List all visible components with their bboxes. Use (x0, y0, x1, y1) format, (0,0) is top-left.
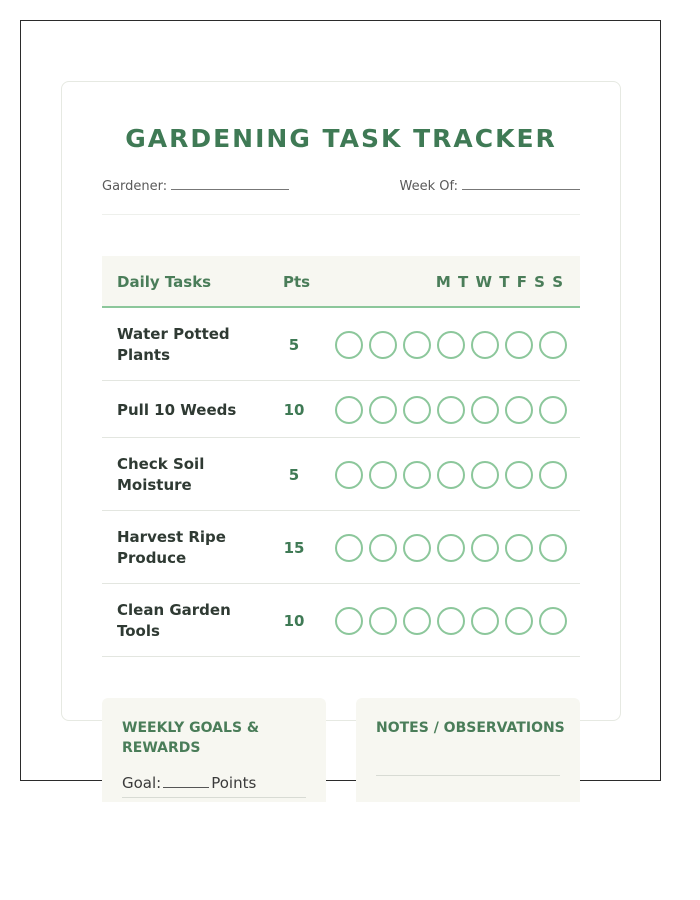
day-check-circle[interactable] (369, 331, 397, 359)
day-check-circle[interactable] (539, 461, 567, 489)
day-check-circle[interactable] (369, 461, 397, 489)
day-check-circle[interactable] (403, 607, 431, 635)
day-check-circle[interactable] (437, 607, 465, 635)
day-check-circle[interactable] (369, 534, 397, 562)
header-points: Pts (283, 273, 311, 291)
goal-blank-field[interactable] (163, 774, 209, 788)
day-check-circle[interactable] (335, 534, 363, 562)
table-header (102, 256, 580, 308)
day-check-circle[interactable] (437, 534, 465, 562)
day-check-circle[interactable] (471, 534, 499, 562)
header-divider (102, 214, 580, 215)
task-points: 5 (288, 466, 300, 484)
day-check-circle[interactable] (505, 607, 533, 635)
task-name: Harvest Ripe Produce (117, 528, 226, 567)
day-check-circle[interactable] (403, 331, 431, 359)
day-check-circle[interactable] (369, 607, 397, 635)
goal-suffix: Points (211, 774, 257, 792)
day-check-circle[interactable] (403, 461, 431, 489)
gardener-field (102, 177, 289, 194)
notes-title: NOTES / OBSERVATIONS (376, 720, 565, 736)
table-row (102, 511, 580, 584)
header-daily-tasks: Daily Tasks (117, 273, 212, 291)
table-row (102, 584, 580, 657)
task-name: Clean Garden Tools (117, 601, 231, 640)
day-check-circle[interactable] (437, 396, 465, 424)
day-check-circle[interactable] (335, 461, 363, 489)
day-check-circle[interactable] (505, 396, 533, 424)
gardener-blank-line[interactable] (171, 177, 289, 190)
day-check-circle[interactable] (539, 396, 567, 424)
goal-points-line (122, 774, 306, 798)
day-check-circle[interactable] (437, 331, 465, 359)
day-check-circle[interactable] (539, 534, 567, 562)
task-points: 10 (283, 401, 305, 419)
gardener-label: Gardener: (102, 179, 168, 194)
task-points: 5 (288, 336, 300, 354)
day-check-circle[interactable] (471, 396, 499, 424)
task-name: Water Potted Plants (117, 325, 230, 364)
task-name: Pull 10 Weeds (117, 401, 237, 419)
task-points: 10 (283, 612, 305, 630)
day-check-circle[interactable] (505, 461, 533, 489)
table-row (102, 438, 580, 511)
day-check-circle[interactable] (335, 331, 363, 359)
day-check-circle[interactable] (505, 534, 533, 562)
day-check-circle[interactable] (335, 607, 363, 635)
notes-writing-line[interactable] (376, 775, 560, 776)
table-row (102, 308, 580, 381)
week-of-field (400, 177, 580, 194)
table-row (102, 381, 580, 438)
day-check-circle[interactable] (369, 396, 397, 424)
day-check-circle[interactable] (539, 331, 567, 359)
task-points: 15 (283, 539, 305, 557)
header-info-row (102, 177, 580, 197)
weekly-goals-panel (102, 698, 326, 802)
notes-panel (356, 698, 580, 802)
day-check-circle[interactable] (471, 607, 499, 635)
day-check-circle[interactable] (437, 461, 465, 489)
day-check-circle[interactable] (335, 396, 363, 424)
day-check-circle[interactable] (471, 331, 499, 359)
week-of-label: Week Of: (399, 179, 458, 194)
day-check-circle[interactable] (471, 461, 499, 489)
day-check-circle[interactable] (505, 331, 533, 359)
page-title: GARDENING TASK TRACKER (125, 124, 557, 153)
week-of-blank-line[interactable] (462, 177, 580, 190)
task-table (102, 256, 580, 657)
day-check-circle[interactable] (403, 534, 431, 562)
day-check-circle[interactable] (539, 607, 567, 635)
task-name: Check Soil Moisture (117, 455, 205, 494)
day-check-circle[interactable] (403, 396, 431, 424)
goal-prefix: Goal: (122, 774, 162, 792)
weekly-goals-title: WEEKLY GOALS & REWARDS (122, 720, 260, 756)
header-weekdays: M T W T F S S (435, 273, 564, 291)
